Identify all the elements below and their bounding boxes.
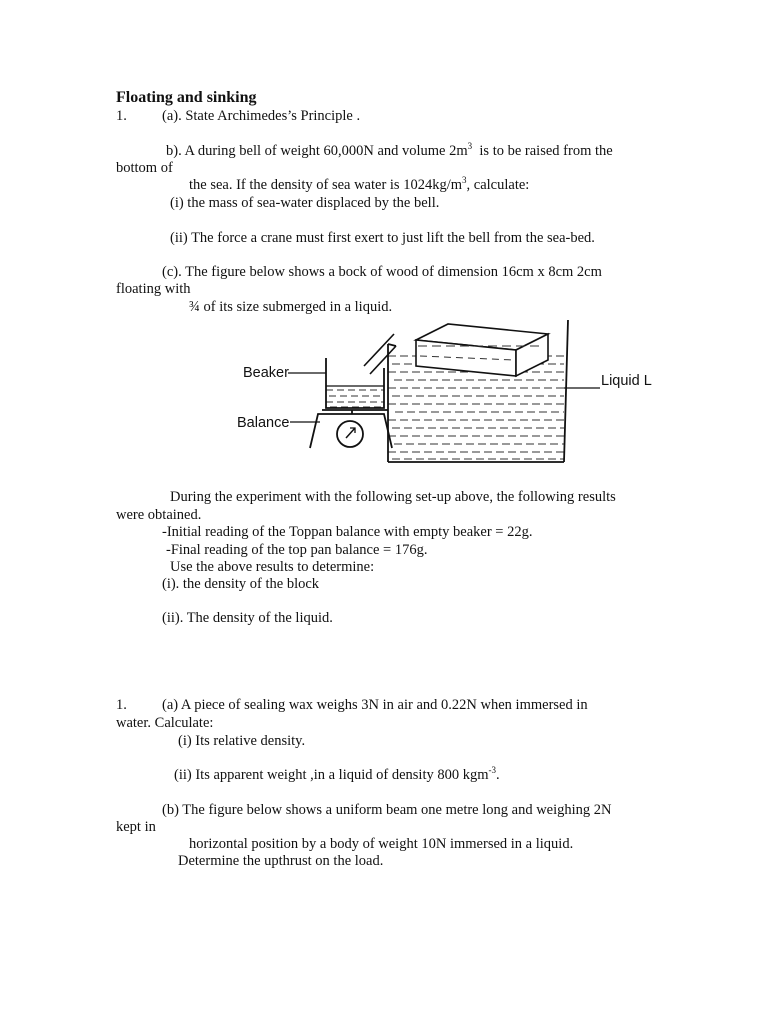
wooden-block bbox=[416, 324, 548, 376]
q1-c-wrap: floating with bbox=[116, 281, 191, 297]
q2-a-ii: (ii) Its apparent weight ,in a liquid of density 800 kgm$^{-3}$. bbox=[174, 765, 500, 783]
q1-initial-reading: -Initial reading of the Toppan balance with empty beaker = 22g. bbox=[162, 524, 533, 540]
q2-number: 1. bbox=[116, 697, 127, 713]
overflow-spout bbox=[364, 334, 396, 374]
q2-b-line3: Determine the upthrust on the load. bbox=[178, 853, 384, 869]
q1-ii: (ii). The density of the liquid. bbox=[162, 610, 333, 626]
beaker-label: Beaker bbox=[243, 365, 289, 381]
q1-exp-wrap: were obtained. bbox=[116, 507, 202, 523]
q1-i: (i). the density of the block bbox=[162, 576, 320, 592]
q1-exp-line1: During the experiment with the following set-up above, the following results bbox=[170, 489, 616, 505]
balance-label: Balance bbox=[237, 415, 290, 431]
q1-a: (a). State Archimedes’s Principle . bbox=[162, 108, 361, 124]
q1-b-ii: (ii) The force a crane must first exert to just lift the bell from the sea-bed. bbox=[170, 230, 595, 246]
q1-b-line2: the sea. If the density of sea water is $1024kg/m^3$, calculate: bbox=[189, 175, 530, 193]
q2-b-wrap: kept in bbox=[116, 819, 156, 835]
q1-use: Use the above results to determine: bbox=[170, 559, 375, 575]
q1-b-i: (i) the mass of sea-water displaced by the bell. bbox=[170, 195, 440, 211]
q2-a-i: (i) Its relative density. bbox=[178, 733, 306, 749]
q2-b-line2: horizontal position by a body of weight 10N immersed in a liquid. bbox=[189, 836, 574, 852]
q1-final-reading: -Final reading of the top pan balance = 176g. bbox=[166, 542, 428, 558]
liquid-label: Liquid L bbox=[601, 373, 652, 389]
q2-a-line1: (a) A piece of sealing wax weighs 3N in air and 0.22N when immersed in bbox=[162, 697, 588, 713]
q2-b-line1: (b) The figure below shows a uniform beam one metre long and weighing 2N bbox=[162, 802, 612, 818]
q1-c-line1: (c). The figure below shows a bock of wood of dimension 16cm x 8cm 2cm bbox=[162, 264, 602, 280]
q2-a-wrap: water. Calculate: bbox=[116, 715, 214, 731]
beaker bbox=[326, 358, 384, 408]
q1-b-line1: b). A during bell of weight 60,000N and volume $2m^3$ is to be raised from the bbox=[166, 141, 613, 159]
q1-b-wrap: bottom of bbox=[116, 160, 173, 176]
balance bbox=[310, 410, 392, 448]
page-title: Floating and sinking bbox=[116, 89, 257, 106]
q1-number: 1. bbox=[116, 108, 127, 124]
q1-c-line2: ¾ of its size submerged in a liquid. bbox=[189, 299, 393, 315]
floating-block-figure bbox=[230, 316, 670, 466]
